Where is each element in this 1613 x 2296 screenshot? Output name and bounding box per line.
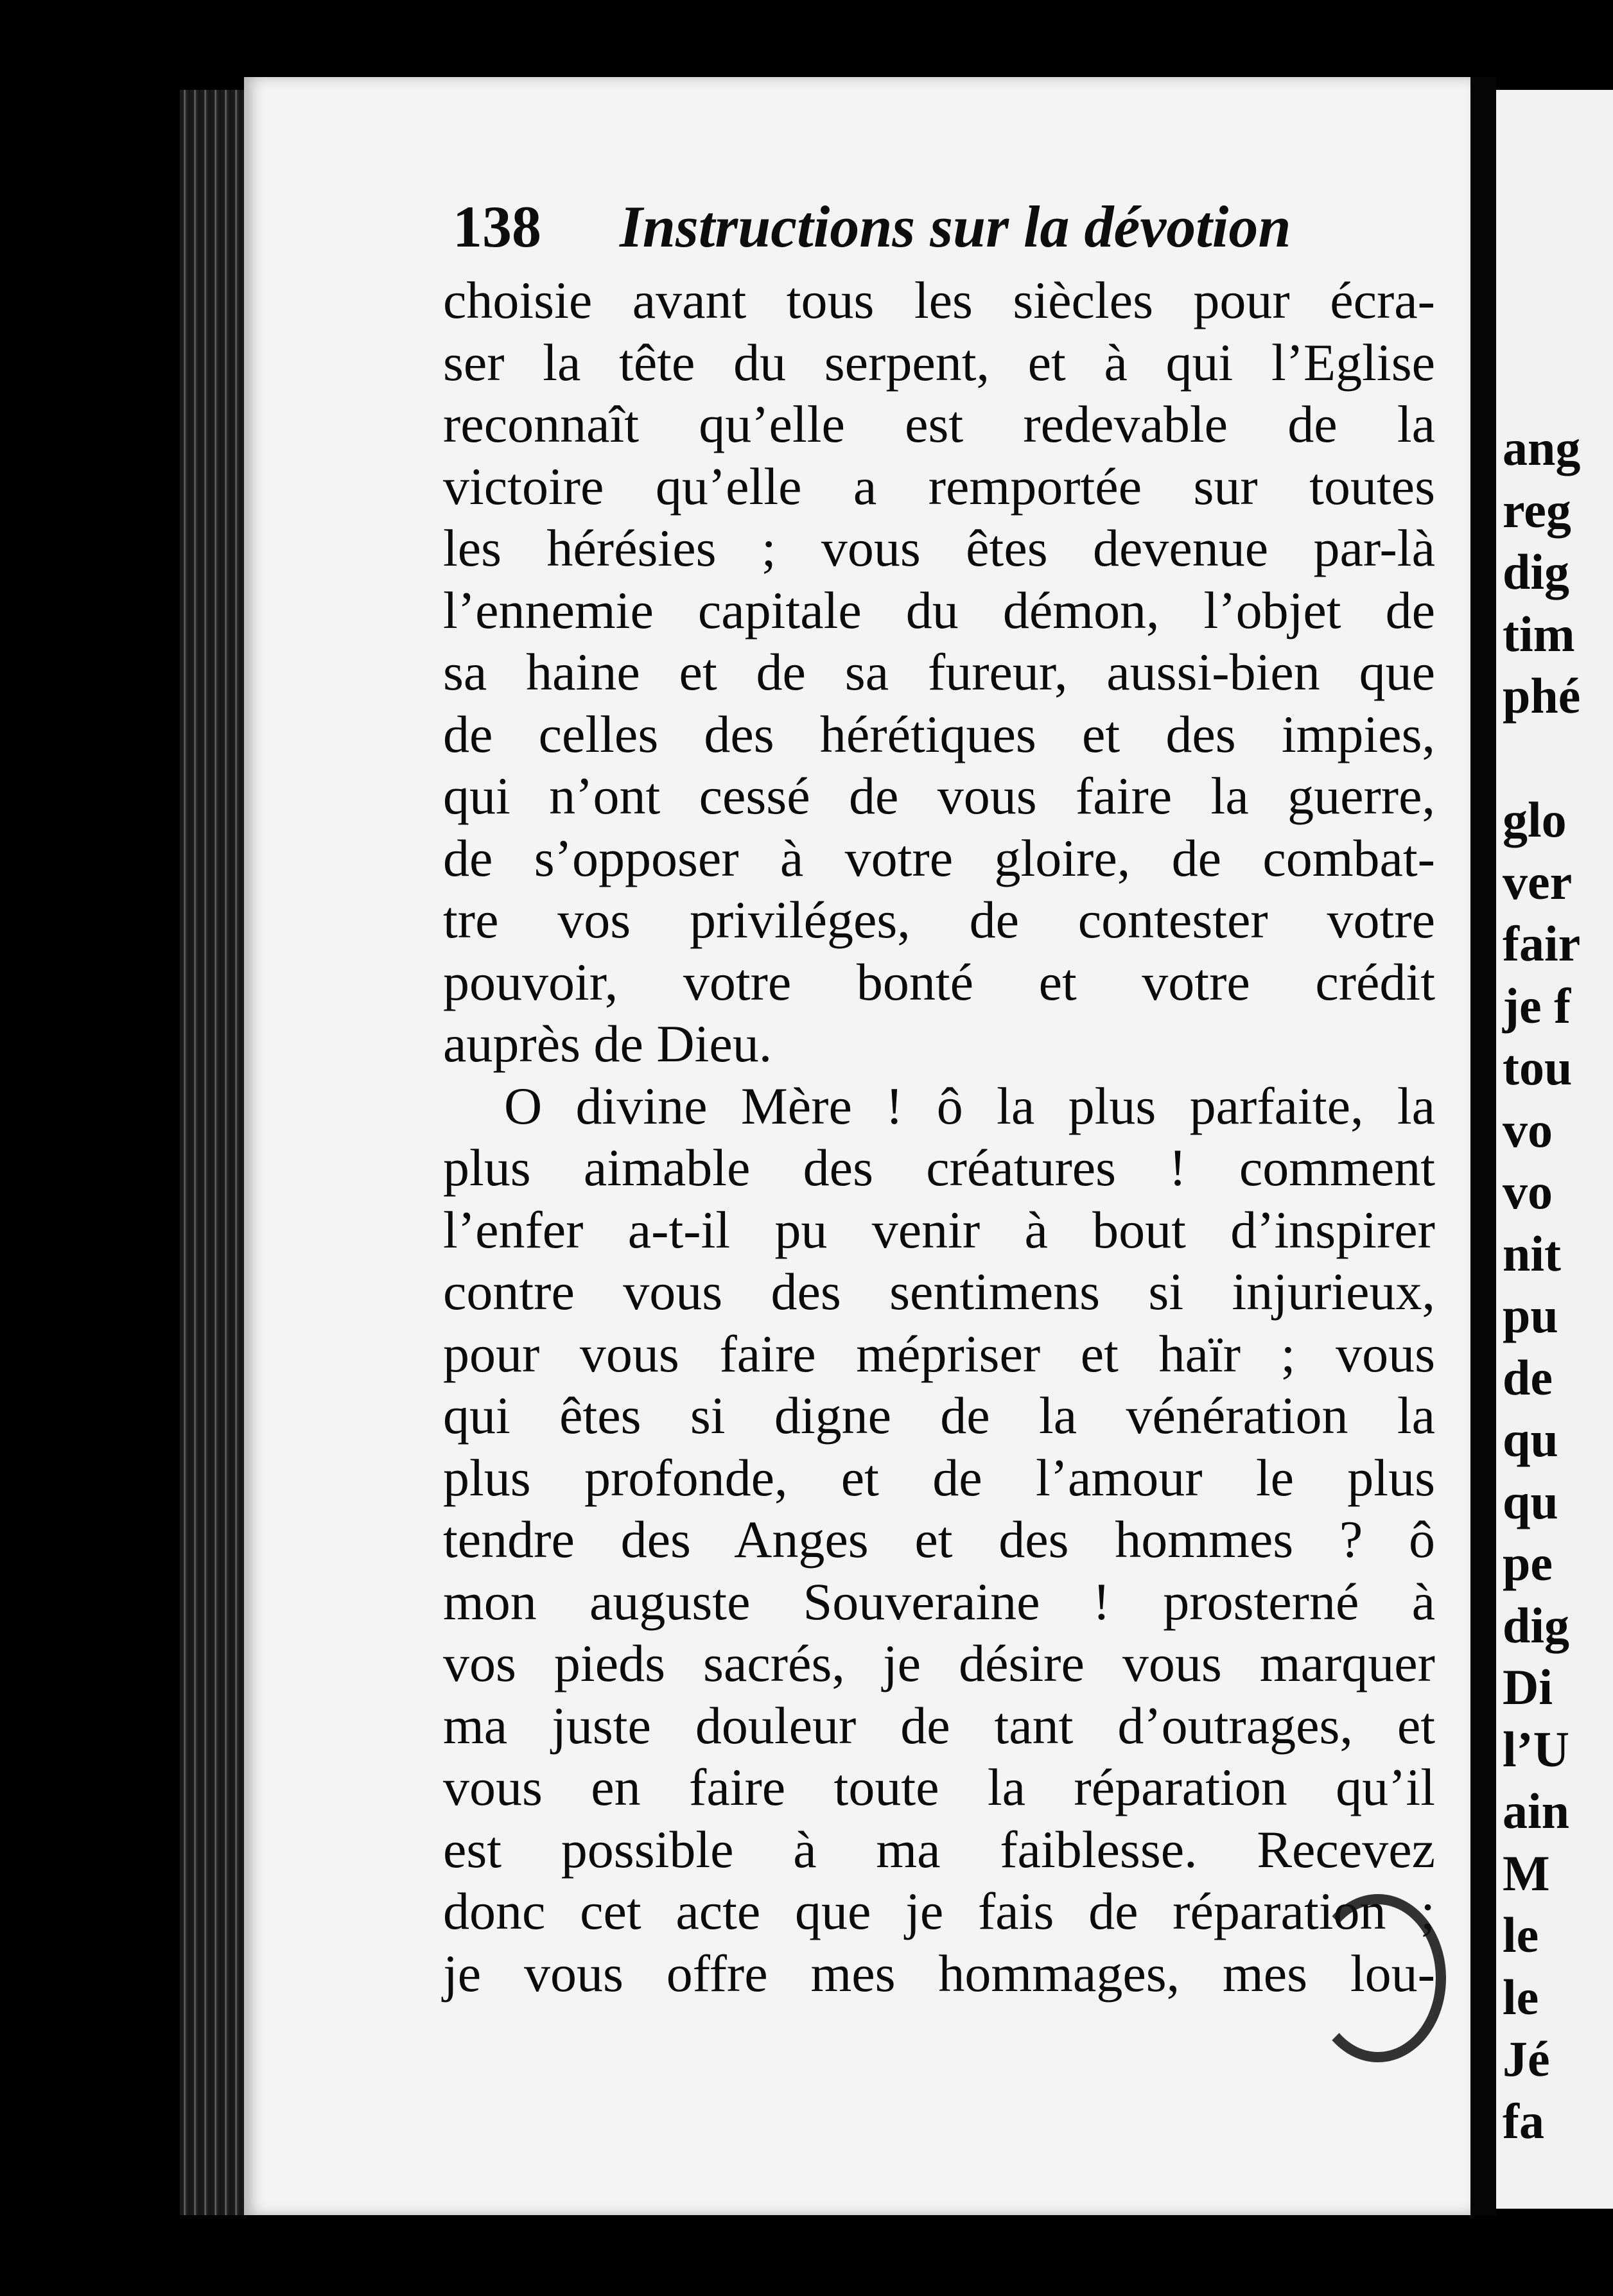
adjacent-page-text [1503, 417, 1580, 2152]
page-header [453, 193, 1448, 261]
adjacent-page-line: qu [1503, 1473, 1558, 1529]
adjacent-page-line: reg [1503, 482, 1571, 538]
text-line: plus profonde, et de l’amour le plus [443, 1448, 1435, 1507]
adjacent-page-line: phé [1503, 668, 1581, 724]
adjacent-page-line: ang [1503, 420, 1581, 476]
text-line: est possible à ma faiblesse. Recevez [443, 1820, 1435, 1879]
text-line: qui êtes si digne de la vénération la [443, 1386, 1435, 1445]
adjacent-page-line: dig [1503, 1597, 1570, 1653]
text-line: mon auguste Souveraine ! prosterné à [443, 1572, 1435, 1631]
text-line: pouvoir, votre bonté et votre crédit [443, 952, 1435, 1011]
text-line: tre vos priviléges, de contester votre [443, 891, 1435, 949]
adjacent-page-line: le [1503, 1907, 1539, 1963]
running-title: Instructions sur la dévotion [620, 194, 1291, 259]
text-line: plus aimable des créatures ! comment [443, 1138, 1435, 1197]
text-line: l’ennemie capitale du démon, l’objet de [443, 580, 1435, 639]
text-line-paragraph-start: O divine Mère ! ô la plus parfaite, la [504, 1076, 1435, 1135]
adjacent-page-line: le [1503, 1969, 1539, 2025]
text-line: pour vous faire mépriser et haïr ; vous [443, 1324, 1435, 1383]
page-gutter [1470, 77, 1496, 2215]
text-line: de celles des hérétiques et des impies, [443, 704, 1435, 763]
text-line: ser la tête du serpent, et à qui l’Eglise [443, 333, 1435, 392]
text-line: qui n’ont cessé de vous faire la guerre, [443, 767, 1435, 825]
adjacent-page-line: l’U [1503, 1721, 1569, 1777]
adjacent-page-line: fair [1503, 916, 1581, 971]
text-line: ma juste douleur de tant d’outrages, et [443, 1696, 1435, 1755]
adjacent-page-line: glo [1503, 792, 1567, 848]
text-line: vos pieds sacrés, je désire vous marquer [443, 1634, 1435, 1692]
adjacent-page-line: dig [1503, 544, 1570, 600]
adjacent-page-line: ain [1503, 1783, 1570, 1839]
text-line: l’enfer a-t-il pu venir à bout d’inspirer [443, 1200, 1435, 1259]
adjacent-page-line [1503, 727, 1580, 790]
adjacent-page-line: pu [1503, 1287, 1558, 1343]
text-line: tendre des Anges et des hommes ? ô [443, 1510, 1435, 1569]
adjacent-page-line: nit [1503, 1225, 1562, 1282]
page-number: 138 [453, 194, 541, 259]
adjacent-page-line: de [1503, 1349, 1553, 1405]
adjacent-page-line: ver [1503, 853, 1573, 910]
adjacent-page-fragment [1496, 90, 1613, 2209]
text-line: de s’opposer à votre gloire, de combat- [443, 828, 1435, 887]
adjacent-page-line: je f [1503, 977, 1571, 1034]
ink-stain-mark [1310, 1894, 1446, 2062]
adjacent-page-line: pe [1503, 1535, 1553, 1591]
adjacent-page-line: tim [1503, 605, 1575, 662]
body-text [443, 270, 1435, 2005]
adjacent-page-line: tou [1503, 1039, 1573, 1095]
adjacent-page-line: vo [1503, 1163, 1553, 1219]
adjacent-page-line: M [1503, 1845, 1550, 1901]
adjacent-page-line: fa [1503, 2092, 1544, 2149]
text-line: les hérésies ; vous êtes devenue par-là [443, 519, 1435, 577]
text-line: sa haine et de sa fureur, aussi-bien que [443, 643, 1435, 701]
text-line: je vous offre mes hommages, mes lou- [443, 1944, 1435, 2003]
adjacent-page-line: qu [1503, 1411, 1558, 1467]
text-line: victoire qu’elle a remportée sur toutes [443, 457, 1435, 516]
text-line: contre vous des sentimens si injurieux, [443, 1262, 1435, 1321]
text-line: vous en faire toute la réparation qu’il [443, 1758, 1435, 1816]
adjacent-page-line: Di [1503, 1659, 1553, 1715]
text-line-paragraph-end: auprès de Dieu. [443, 1014, 772, 1073]
text-line: choisie avant tous les siècles pour écra- [443, 271, 1435, 329]
text-line: reconnaît qu’elle est redevable de la [443, 395, 1435, 453]
adjacent-page-line: vo [1503, 1101, 1553, 1158]
text-line: donc cet acte que je fais de réparation ; [443, 1882, 1435, 1940]
adjacent-page-line: Jé [1503, 2031, 1550, 2087]
